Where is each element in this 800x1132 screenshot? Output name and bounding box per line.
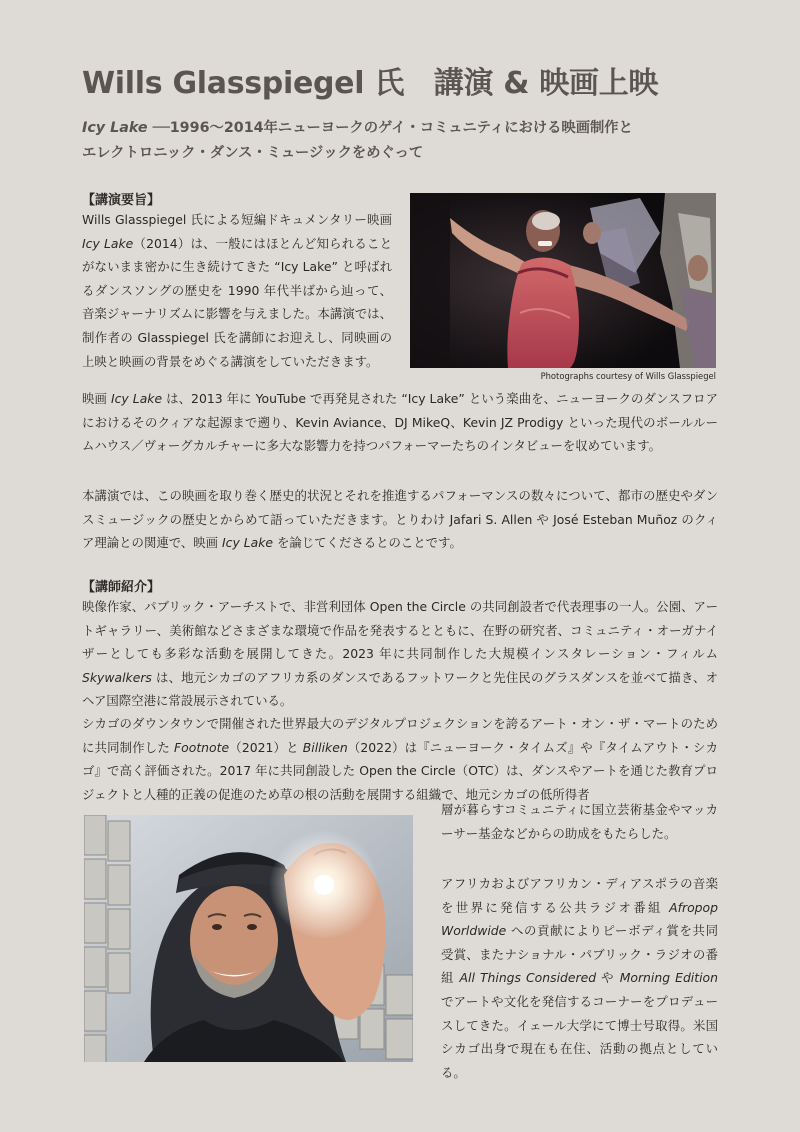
work-title: Billiken — [302, 739, 348, 755]
text-run: アフリカおよびアフリカン・ディアスポラの音楽を世界に発信する公共ラジオ番組 — [441, 876, 718, 915]
film-title: Icy Lake — [82, 235, 134, 251]
dancer-photo — [410, 193, 716, 368]
film-title: Icy Lake — [222, 535, 274, 551]
text-run: Wills Glasspiegel 氏による短編ドキュメンタリー映画 — [82, 212, 392, 227]
text-run: 映像作家、パブリック・アーチストで、非営利団体 Open the Circle の共同創設者で代表理事の一人。公園、アートギャラリー、美術館などさまざまな環境で作品を発表するとともに、在野の研究者、コミュニティ・オーガナイザーとしても多彩な活動を展開してきた。2023 年に共同制作した大規模インスタレーション・フィルム — [82, 599, 718, 662]
lecture-heading: 【講演要旨】 — [82, 193, 161, 208]
subtitle-line2: エレクトロニック・ダンス・ミュージックをめぐって — [82, 145, 424, 161]
lecture-paragraph-3 — [82, 484, 718, 555]
lecture-paragraph-1 — [82, 208, 392, 373]
speaker-paragraph-2 — [82, 712, 718, 806]
text-run: 映画 — [82, 391, 111, 406]
work-title: Skywalkers — [82, 669, 152, 685]
work-title: Footnote — [174, 739, 230, 755]
film-title: Icy Lake — [110, 391, 163, 406]
speaker-portrait-photo — [84, 815, 413, 1062]
program-title: Afropop Worldwide — [441, 899, 718, 939]
speaker-paragraph-2-continued: 層が暮らすコミュニティに国立芸術基金やマッカーサー基金などからの助成をもたらした。 — [441, 802, 718, 841]
program-title: Morning Edition — [619, 970, 718, 986]
text-run: （2021）と — [229, 739, 303, 755]
text-run: （2014）は、一般にはほとんど知られることがないまま密かに生き続けてきた “Icy Lake” と呼ばれるダンスソングの歴史を 1990 年代半ばから辿って、音楽ジャーナリズムに影響を与えました。本講演では、制作者の Glasspiegel 氏を講師にお迎えし、同映画の上映と映画の背景をめぐる講演をしていただきます。 — [82, 235, 392, 369]
speaker-paragraph-3 — [441, 872, 718, 1084]
subtitle-line1: ──1996～2014年ニューヨークのゲイ・コミュニティにおける映画制作と — [147, 120, 633, 136]
text-run: シカゴのダウンタウンで開催された世界最大のデジタルプロジェクションを誇るアート・オン・ザ・マートのために共同制作した — [82, 716, 718, 755]
lecture-paragraph-2 — [82, 387, 718, 458]
page-title: Wills Glasspiegel 氏 講演 & 映画上映 — [82, 66, 659, 101]
text-run: は、地元シカゴのアフリカ系のダンスであるフットワークと先住民のグラスダンスを並べて描き、オヘア国際空港に常設展示されている。 — [82, 669, 718, 709]
text-run: や — [596, 970, 620, 986]
text-run: を論じてくださるとのことです。 — [273, 535, 462, 551]
speaker-paragraph-1 — [82, 595, 718, 713]
speaker-heading: 【講師紹介】 — [82, 580, 161, 595]
text-run: （2022）は『ニューヨーク・タイムズ』や『タイムアウト・シカゴ』で高く評価された。2017 年に共同創設した Open the Circle（OTC）は、ダンスやアートを通じた教育プロジェクトと人種的正義の促進のため草の根の活動を展開する組織で、地元シカゴの低所得者 — [82, 739, 718, 802]
text-run: でアートや文化を発信するコーナーをプロデュースしてきた。イェール大学にて博士号取得。米国シカゴ出身で現在も在住、活動の拠点としている。 — [441, 993, 718, 1080]
subtitle-film-title: Icy Lake — [82, 120, 148, 136]
page-subtitle — [82, 116, 732, 166]
text-run: 本講演では、この映画を取り巻く歴史的状況とそれを推進するパフォーマンスの数々について、都市の歴史やダンスミュージックの歴史とからめて語っていただきます。とりわけ Jafari S. Allen や José Esteban Muñoz のクィア理論との関連で、映画 — [82, 488, 718, 551]
text-run: への貢献によりピーボディ賞を共同受賞、またナショナル・パブリック・ラジオの番組 — [441, 923, 718, 986]
photo-credit: Photographs courtesy of Wills Glasspiegel — [540, 371, 716, 381]
text-run: は、2013 年に YouTube で再発見された “Icy Lake” という楽曲を、ニューヨークのダンスフロアにおけるそのクィアな起源まで遡り、Kevin Aviance、DJ MikeQ、Kevin JZ Prodigy といった現代のボールルームハウス／ヴォーグカルチャーに多大な影響力を持つパフォーマーたちのインタビューを収めています。 — [82, 391, 718, 454]
program-title: All Things Considered — [459, 970, 597, 986]
